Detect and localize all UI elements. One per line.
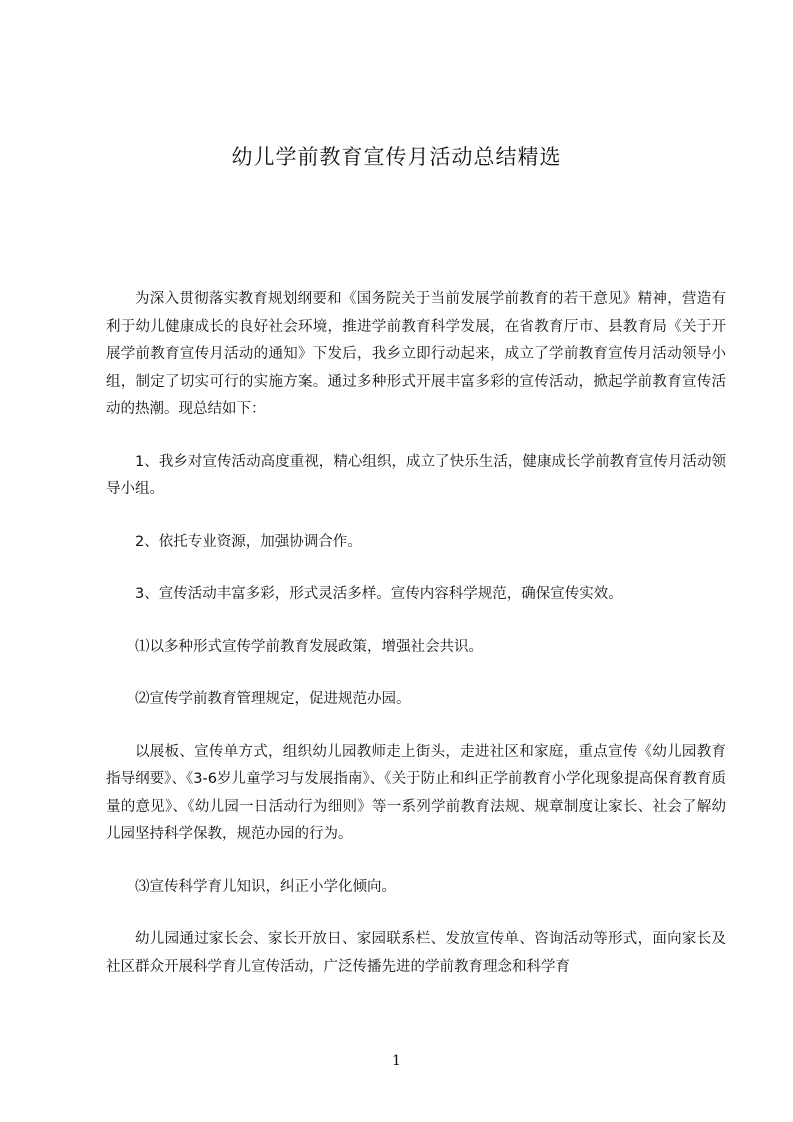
paragraph-subitem-2: ⑵宣传学前教育管理规定，促进规范办园。	[135, 691, 411, 707]
page-title: 幼儿学前教育宣传月活动总结精选	[231, 145, 562, 169]
paragraph-subitem-3: ⑶宣传科学育儿知识，纠正小学化倾向。	[135, 878, 396, 895]
page-number: 1	[392, 1053, 401, 1069]
paragraph-subitem-3-detail: 幼儿园通过家长会、家长开放日、家园联系栏、发放宣传单、咨询活动等形式，面向家长及社区群众开展科学育儿宣传活动，广泛传播先进的学前教育理念和科学育	[106, 931, 726, 975]
document-body	[106, 286, 726, 1006]
paragraph-intro: 为深入贯彻落实教育规划纲要和《国务院关于当前发展学前教育的若干意见》精神，营造有利于幼儿健康成长的良好社会环境，推进学前教育科学发展，在省教育厅市、县教育局《关于开展学前教育宣传月活动的通知》下发后，我乡立即行动起来，成立了学前教育宣传月活动领导小组，制定了切实可行的实施方案。通过多种形式开展丰富多彩的宣传活动，掀起学前教育宣传活动的热潮。现总结如下：	[106, 291, 726, 417]
paragraph-subitem-1: ⑴以多种形式宣传学前教育发展政策，增强社会共识。	[135, 638, 483, 655]
paragraph-item-3: 3、宣传活动丰富多彩，形式灵活多样。宣传内容科学规范，确保宣传实效。	[135, 586, 623, 602]
paragraph-item-1: 1、我乡对宣传活动高度重视，精心组织，成立了快乐生活，健康成长学前教育宣传月活动领导小组。	[106, 453, 726, 497]
paragraph-subitem-2-detail: 以展板、宣传单方式，组织幼儿园教师走上街头，走进社区和家庭，重点宣传《幼儿园教育指导纲要》、《3-6岁儿童学习与发展指南》、《关于防止和纠正学前教育小学化现象提高保育教育质量的意见》、《幼儿园一日活动行为细则》等一系列学前教育法规、规章制度让家长、社会了解幼儿园坚持科学保教，规范办园的行为。	[106, 743, 726, 842]
paragraph-item-2: 2、依托专业资源，加强协调合作。	[135, 533, 362, 550]
